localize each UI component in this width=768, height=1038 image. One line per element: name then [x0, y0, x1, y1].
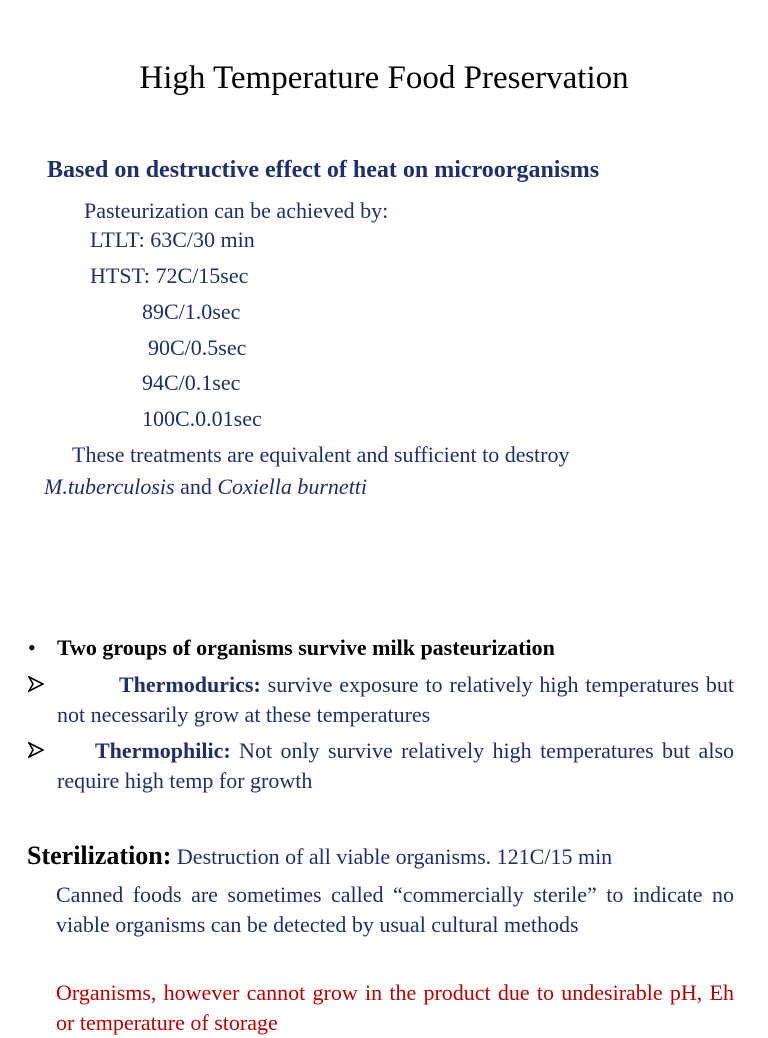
sterilization-term: Sterilization: [27, 841, 172, 870]
sterilization-definition: Destruction of all viable organisms. 121C/15 min [171, 844, 613, 869]
temp-89-value: 89C/1.0sec [142, 299, 241, 324]
temp-94-value: 94C/0.1sec [142, 370, 241, 395]
thermophilic-item [57, 736, 734, 796]
organisms-line [44, 473, 367, 501]
ltlt-value: LTLT: 63C/30 min [90, 227, 255, 252]
organism-m-tuberculosis: M.tuberculosis [44, 474, 175, 499]
equivalence-statement: These treatments are equivalent and sufficient to destroy [72, 442, 570, 467]
thermodurics-item [57, 670, 734, 730]
temp-90-value: 90C/0.5sec [148, 335, 247, 360]
section-subtitle: Based on destructive effect of heat on microorganisms [47, 157, 600, 183]
thermophilic-term: Thermophilic: [95, 738, 231, 763]
thermophilic-description: Not only survive relatively high temperatures but also require high temp for growth [57, 738, 734, 793]
thermodurics-description: survive exposure to relatively high temperatures but not necessarily grow at these temperatures [57, 672, 734, 727]
pasteurization-intro: Pasteurization can be achieved by: [84, 198, 389, 223]
survivors-heading: Two groups of organisms survive milk pasteurization [57, 635, 555, 660]
sterilization-line [27, 840, 612, 873]
temp-100-value: 100C.0.01sec [142, 406, 262, 431]
page-title: High Temperature Food Preservation [139, 60, 629, 96]
htst-value: HTST: 72C/15sec [90, 263, 249, 288]
thermodurics-term: Thermodurics: [119, 672, 261, 697]
organisms-cannot-grow-paragraph: Organisms, however cannot grow in the product due to undesirable pH, Eh or temperature of storage [56, 980, 734, 1035]
arrowhead-bullet-icon [28, 676, 44, 692]
canned-foods-paragraph: Canned foods are sometimes called “commercially sterile” to indicate no viable organisms can be detected by usual cultural methods [56, 882, 734, 937]
arrowhead-bullet-icon [28, 742, 44, 758]
bullet-dot-icon: • [28, 635, 36, 660]
organism-coxiella-burnetti: Coxiella burnetti [217, 474, 368, 499]
and-word: and [180, 474, 212, 499]
